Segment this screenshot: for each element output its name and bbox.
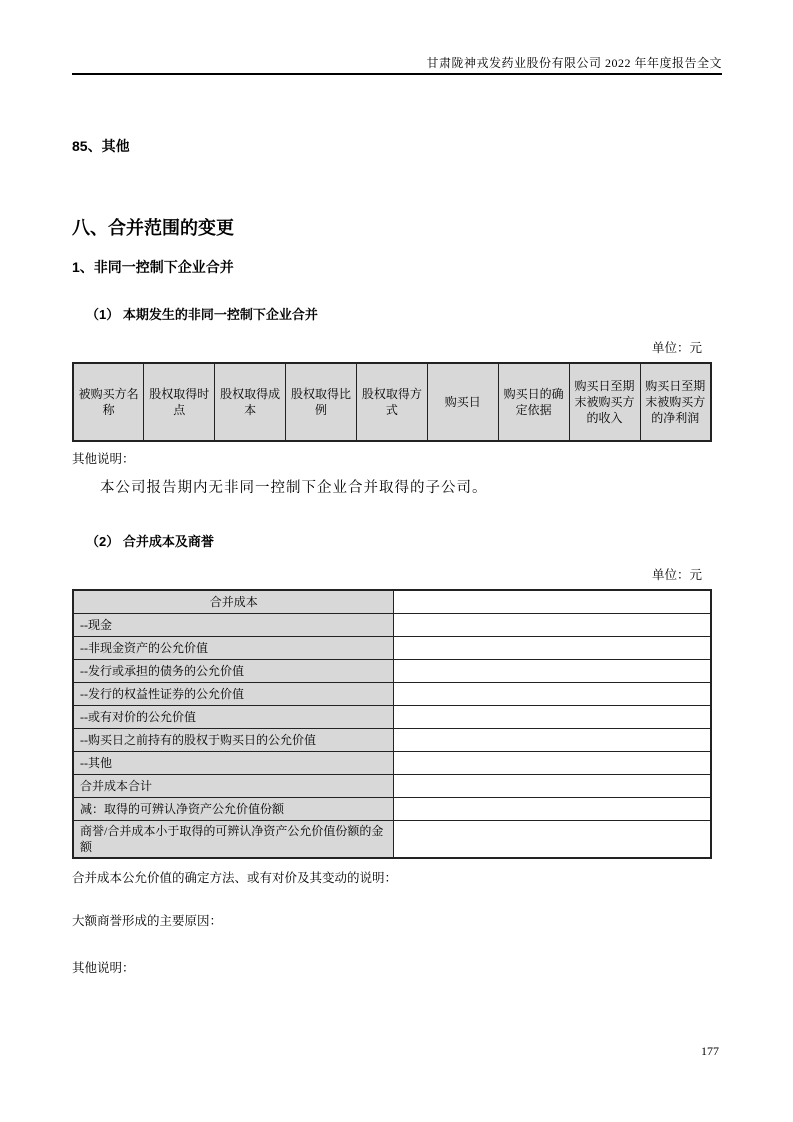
goodwill-reason-label: 大额商誉形成的主要原因： <box>72 914 223 928</box>
table-row <box>73 706 711 729</box>
heading-item-85: 85、其他 <box>72 138 130 154</box>
heading-sub-1: 1、非同一控制下企业合并 <box>72 259 234 275</box>
th-equity-acquire-method: 股权取得方式 <box>357 363 428 441</box>
row-value-cell <box>394 706 711 729</box>
table-row <box>73 614 711 637</box>
heading-sub-1-2: （2） 合并成本及商誉 <box>86 534 214 549</box>
table-row <box>73 752 711 775</box>
unit-label-2: 单位：元 <box>651 568 702 582</box>
row-label-total-cost: 合并成本合计 <box>73 775 394 798</box>
no-merger-statement: 本公司报告期内无非同一控制下企业合并取得的子公司。 <box>100 480 488 496</box>
document-header <box>72 0 722 75</box>
document-header-title: 甘肃陇神戎发药业股份有限公司 2022 年年度报告全文 <box>426 56 722 70</box>
row-value-cell <box>394 614 711 637</box>
row-value-cell <box>394 821 711 859</box>
business-combination-table <box>72 362 712 442</box>
table-row <box>73 683 711 706</box>
row-value-cell <box>394 775 711 798</box>
table-header-row <box>73 363 711 441</box>
table-row <box>73 637 711 660</box>
th-equity-acquire-ratio: 股权取得比例 <box>286 363 357 441</box>
consolidation-cost-header: 合并成本 <box>73 590 394 614</box>
row-value-cell <box>394 798 711 821</box>
th-acquiree-net-profit: 购买日至期末被购买方的净利润 <box>640 363 711 441</box>
consolidation-cost-header-value <box>394 590 711 614</box>
table-row <box>73 590 711 614</box>
row-value-cell <box>394 683 711 706</box>
row-value-cell <box>394 660 711 683</box>
heading-chapter-8: 八、合并范围的变更 <box>72 218 234 238</box>
row-value-cell <box>394 637 711 660</box>
th-equity-acquire-cost: 股权取得成本 <box>215 363 286 441</box>
th-purchase-date: 购买日 <box>427 363 498 441</box>
table-row <box>73 821 711 859</box>
row-value-cell <box>394 729 711 752</box>
other-note-label-2: 其他说明： <box>72 961 135 975</box>
page-content <box>72 0 722 976</box>
row-label-less-identifiable-net-assets: 减：取得的可辨认净资产公允价值份额 <box>73 798 394 821</box>
th-acquiree-revenue: 购买日至期末被购买方的收入 <box>569 363 640 441</box>
th-equity-acquire-time: 股权取得时点 <box>144 363 215 441</box>
row-label-contingent-consideration: --或有对价的公允价值 <box>73 706 394 729</box>
row-label-equity-securities-fair-value: --发行的权益性证券的公允价值 <box>73 683 394 706</box>
table-row <box>73 775 711 798</box>
page-number: 177 <box>701 1044 719 1058</box>
table-row <box>73 798 711 821</box>
row-label-debt-fair-value: --发行或承担的债务的公允价值 <box>73 660 394 683</box>
th-purchase-date-basis: 购买日的确定依据 <box>498 363 569 441</box>
row-label-goodwill: 商誉/合并成本小于取得的可辨认净资产公允价值份额的金额 <box>73 821 394 859</box>
row-label-cash: --现金 <box>73 614 394 637</box>
fair-value-note-label: 合并成本公允价值的确定方法、或有对价及其变动的说明： <box>72 871 398 885</box>
row-label-noncash-fair-value: --非现金资产的公允价值 <box>73 637 394 660</box>
other-note-label-1: 其他说明： <box>72 452 135 466</box>
heading-sub-1-1: （1） 本期发生的非同一控制下企业合并 <box>86 307 318 322</box>
unit-label-1: 单位：元 <box>651 341 702 355</box>
row-label-prior-equity-fair-value: --购买日之前持有的股权于购买日的公允价值 <box>73 729 394 752</box>
row-value-cell <box>394 752 711 775</box>
row-label-other: --其他 <box>73 752 394 775</box>
th-acquiree-name: 被购买方名称 <box>73 363 144 441</box>
table-row <box>73 729 711 752</box>
consolidation-cost-table <box>72 589 712 859</box>
table-row <box>73 660 711 683</box>
